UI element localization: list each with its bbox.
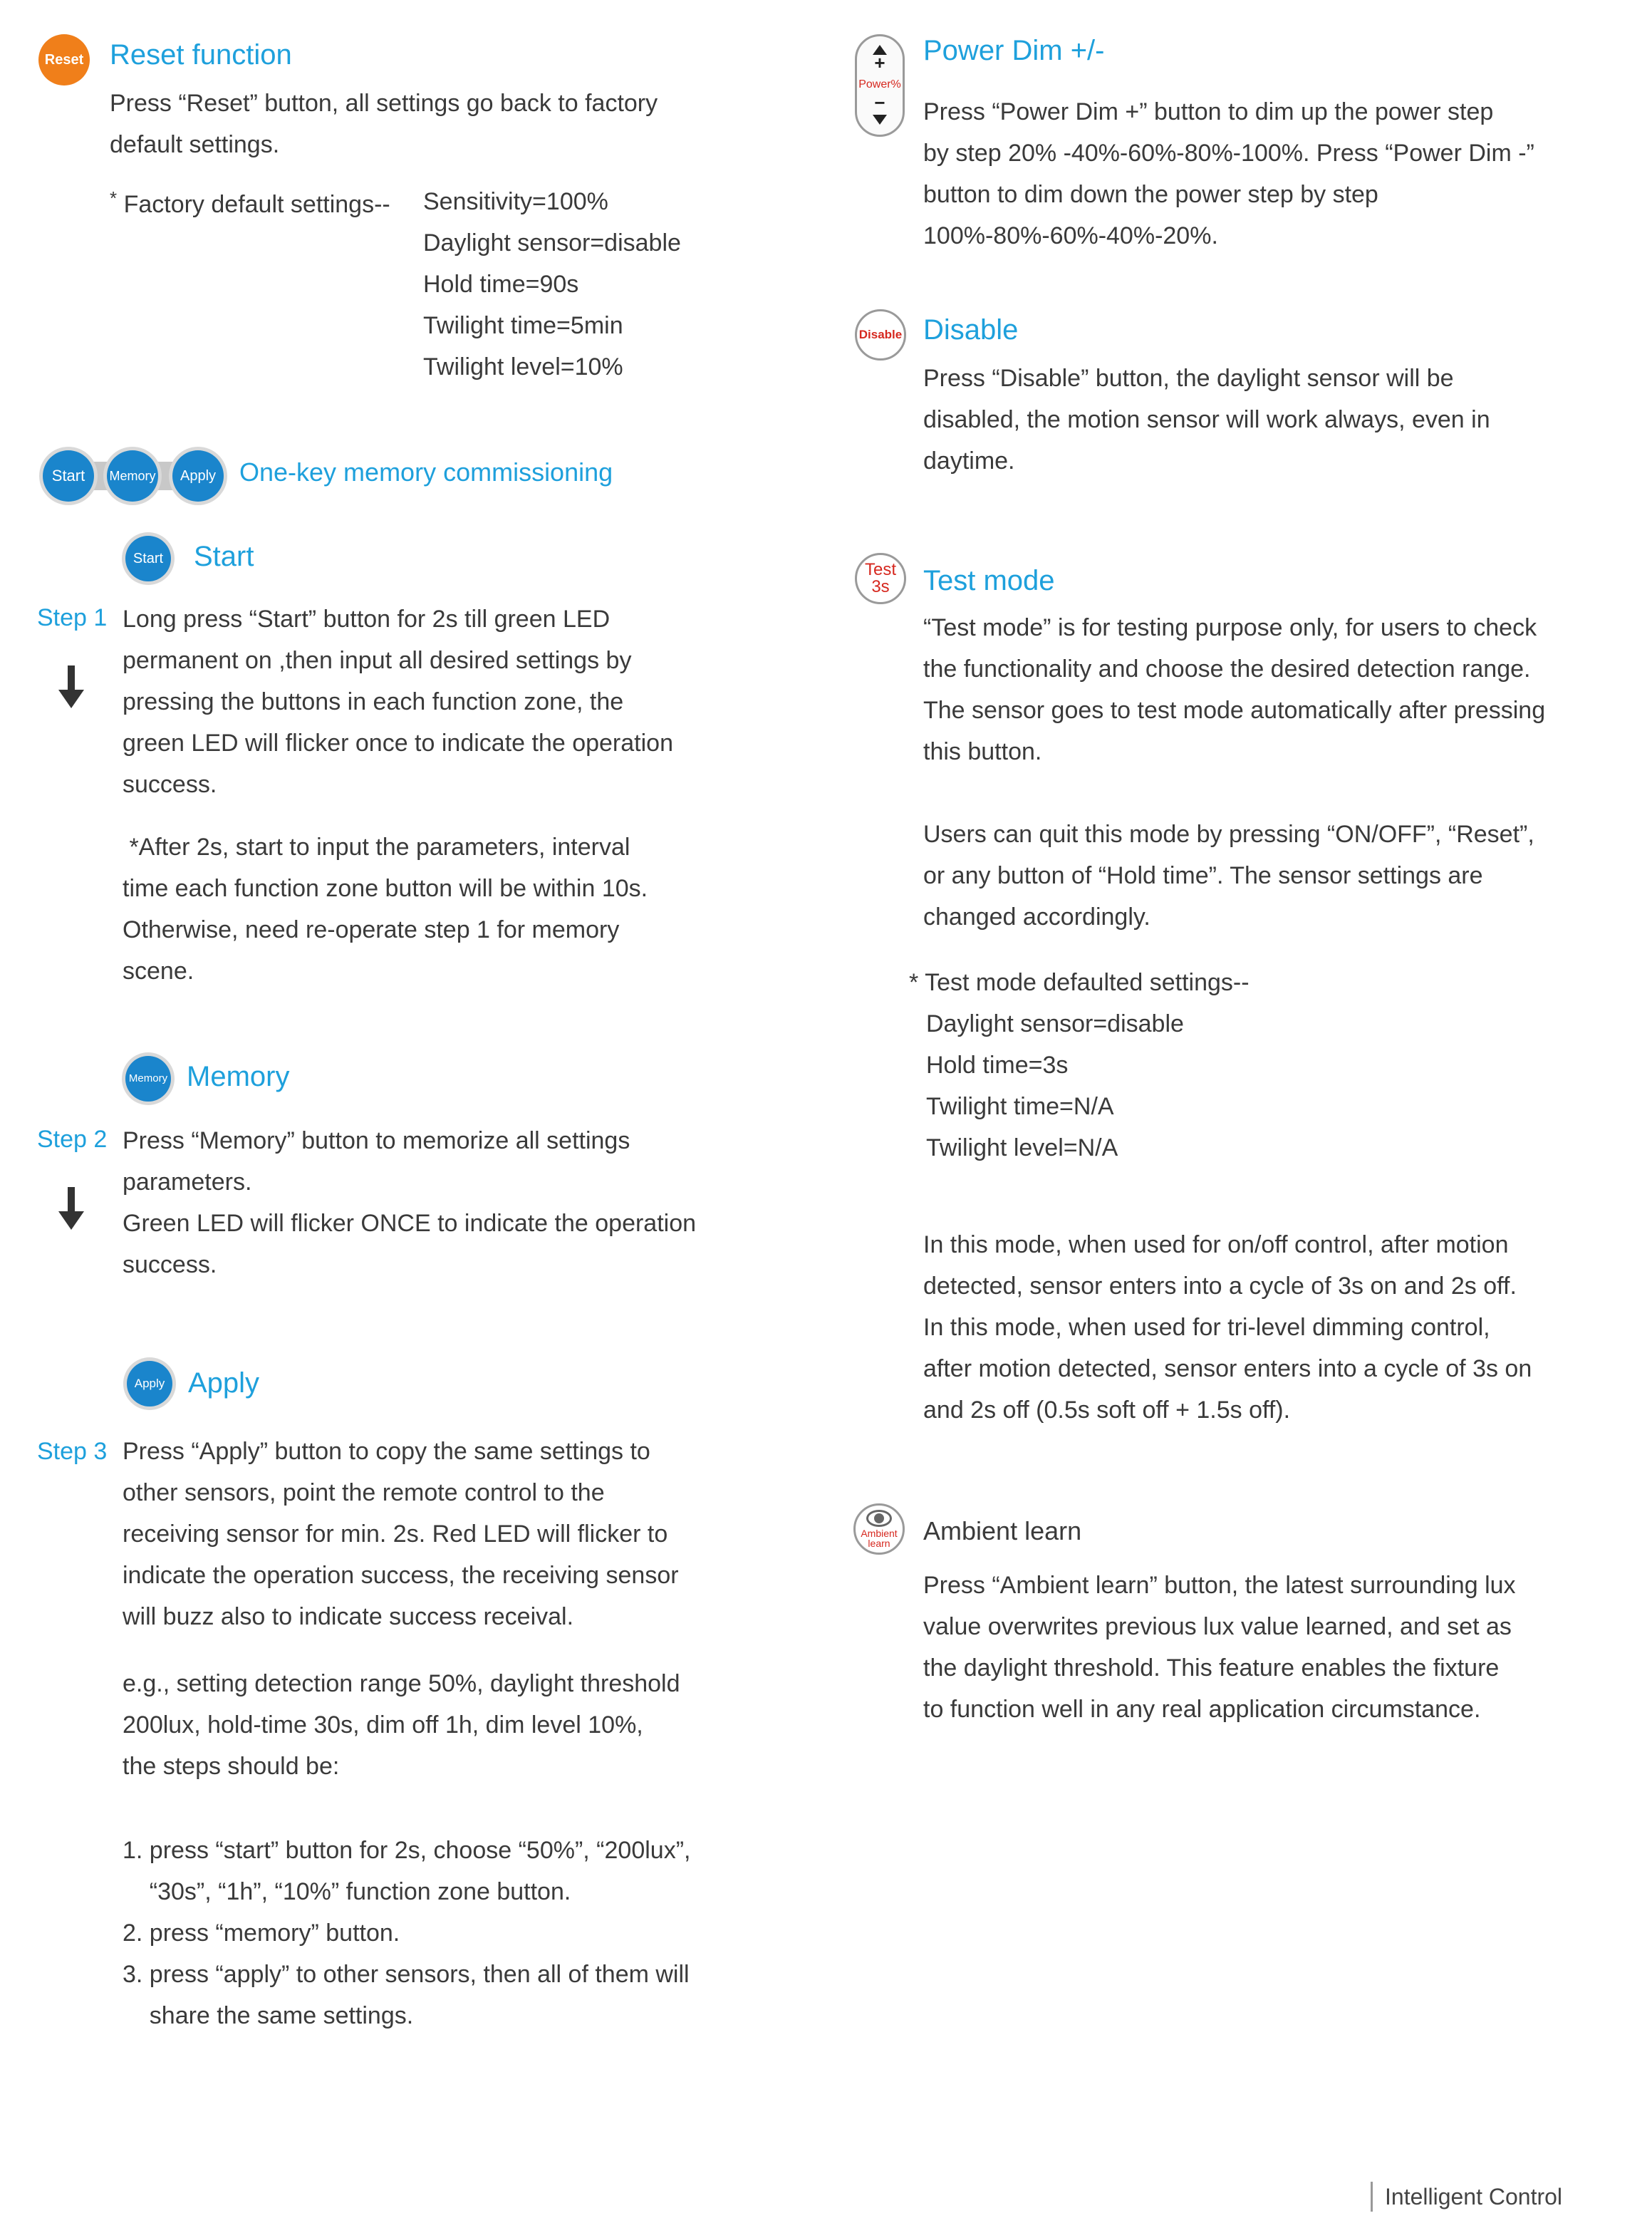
text-line: Twilight time=5min bbox=[423, 312, 623, 339]
reset-defaults-list bbox=[423, 181, 681, 388]
apply-icon bbox=[127, 1361, 172, 1406]
disable-title: Disable bbox=[923, 314, 1019, 346]
text-line: Daylight sensor=disable bbox=[926, 1010, 1184, 1037]
text-line: default settings. bbox=[110, 131, 280, 158]
memory-title: Memory bbox=[187, 1061, 290, 1092]
apply-icon-label: Apply bbox=[134, 1377, 165, 1390]
text-line: Press “Apply” button to copy the same settings to bbox=[123, 1438, 650, 1465]
text-line: Otherwise, need re-operate step 1 for memory bbox=[123, 916, 620, 943]
text-line: the functionality and choose the desired detection range. bbox=[923, 656, 1531, 683]
test-mode-icon-line2: 3s bbox=[871, 577, 890, 596]
reset-defaults-mark: * bbox=[110, 187, 118, 209]
text-line: Press “Power Dim +” button to dim up the power step bbox=[923, 98, 1494, 125]
onekey-memory-icon bbox=[107, 450, 158, 502]
text-line: “30s”, “1h”, “10%” function zone button. bbox=[123, 1878, 571, 1905]
apply-description bbox=[123, 1431, 679, 1637]
text-line: indicate the operation success, the receiving sensor bbox=[123, 1562, 679, 1589]
footer-divider bbox=[1371, 2182, 1373, 2212]
ambient-learn-icon-line2: learn bbox=[868, 1538, 890, 1549]
text-line: Users can quit this mode by pressing “ON/OFF”, “Reset”, bbox=[923, 821, 1534, 848]
text-line: Long press “Start” button for 2s till green LED bbox=[123, 606, 611, 633]
memory-icon bbox=[125, 1056, 171, 1102]
text-line: parameters. bbox=[123, 1169, 252, 1196]
ambient-learn-title: Ambient learn bbox=[923, 1516, 1082, 1545]
test-mode-defaults-list bbox=[926, 1003, 1184, 1169]
disable-icon-label: Disable bbox=[858, 328, 903, 341]
onekey-start-icon bbox=[43, 450, 94, 502]
text-line: other sensors, point the remote control to the bbox=[123, 1479, 605, 1506]
text-line: 100%-80%-60%-40%-20%. bbox=[923, 222, 1218, 249]
text-line: Green LED will flicker ONCE to indicate the operation bbox=[123, 1210, 697, 1237]
memory-description bbox=[123, 1120, 696, 1285]
text-line: changed accordingly. bbox=[923, 903, 1150, 931]
apply-steps-list bbox=[123, 1830, 690, 2036]
text-line: pressing the buttons in each function zone, the bbox=[123, 688, 624, 715]
memory-icon-label: Memory bbox=[128, 1072, 168, 1084]
text-line: success. bbox=[123, 771, 217, 798]
text-line: Twilight level=N/A bbox=[926, 1134, 1118, 1161]
text-line: this button. bbox=[923, 738, 1042, 765]
text-line: Hold time=3s bbox=[926, 1052, 1069, 1079]
test-mode-icon bbox=[855, 553, 906, 604]
onekey-apply-icon bbox=[172, 450, 224, 502]
text-line: In this mode, when used for tri-level dimming control, bbox=[923, 1314, 1490, 1341]
disable-icon bbox=[855, 309, 906, 361]
text-line: Sensitivity=100% bbox=[423, 188, 608, 215]
text-line: or any button of “Hold time”. The sensor settings are bbox=[923, 862, 1483, 889]
apply-example bbox=[123, 1663, 680, 1787]
text-line: *After 2s, start to input the parameters, interval bbox=[123, 834, 630, 861]
text-line: 2. press “memory” button. bbox=[123, 1920, 400, 1947]
reset-defaults-label-text: Factory default settings-- bbox=[123, 191, 390, 218]
text-line: green LED will flicker once to indicate the operation bbox=[123, 730, 673, 757]
test-mode-defaults-label-text: Test mode defaulted settings-- bbox=[925, 969, 1250, 996]
text-line: value overwrites previous lux value learned, and set as bbox=[923, 1613, 1512, 1640]
text-line: permanent on ,then input all desired settings by bbox=[123, 647, 632, 674]
test-mode-defaults-label bbox=[909, 962, 1250, 1003]
reset-icon-label: Reset bbox=[44, 52, 84, 68]
onekey-start-label: Start bbox=[51, 467, 85, 485]
power-dim-icon bbox=[855, 34, 905, 137]
text-line: daytime. bbox=[923, 447, 1015, 475]
power-dim-down-triangle-icon bbox=[873, 115, 887, 125]
text-line: Press “Memory” button to memorize all settings bbox=[123, 1127, 630, 1154]
text-line: Press “Ambient learn” button, the latest surrounding lux bbox=[923, 1572, 1516, 1599]
start-description bbox=[123, 599, 673, 805]
apply-title: Apply bbox=[188, 1367, 260, 1399]
power-dim-description bbox=[923, 91, 1534, 257]
power-dim-plus: + bbox=[874, 52, 885, 73]
text-line: detected, sensor enters into a cycle of 3s on and 2s off. bbox=[923, 1273, 1517, 1300]
start-note bbox=[123, 827, 648, 992]
test-mode-icon-line1: Test bbox=[864, 560, 896, 579]
eye-icon bbox=[866, 1510, 892, 1527]
text-line: scene. bbox=[123, 958, 194, 985]
text-line: the daylight threshold. This feature enables the fixture bbox=[923, 1654, 1500, 1682]
text-line: will buzz also to indicate success receival. bbox=[123, 1603, 574, 1630]
text-line: by step 20% -40%-60%-80%-100%. Press “Power Dim -” bbox=[923, 140, 1534, 167]
test-mode-defaults-mark: * bbox=[909, 969, 919, 996]
step3-label: Step 3 bbox=[37, 1438, 108, 1465]
step2-label: Step 2 bbox=[37, 1126, 108, 1153]
text-line: Twilight time=N/A bbox=[926, 1093, 1114, 1120]
text-line: 3. press “apply” to other sensors, then all of them will bbox=[123, 1961, 690, 1988]
test-mode-description bbox=[923, 607, 1545, 772]
onekey-memory-label: Memory bbox=[109, 469, 156, 483]
text-line: Press “Reset” button, all settings go back to factory bbox=[110, 90, 658, 117]
footer-text: Intelligent Control bbox=[1385, 2184, 1563, 2209]
text-line: disabled, the motion sensor will work always, even in bbox=[923, 406, 1490, 433]
ambient-learn-description bbox=[923, 1565, 1516, 1730]
text-line: In this mode, when used for on/off control, after motion bbox=[923, 1231, 1509, 1258]
power-dim-minus: − bbox=[874, 92, 885, 113]
text-line: to function well in any real application circumstance. bbox=[923, 1696, 1481, 1723]
text-line: button to dim down the power step by step bbox=[923, 181, 1378, 208]
onekey-title: One-key memory commissioning bbox=[239, 457, 613, 487]
test-mode-quit bbox=[923, 814, 1534, 938]
text-line: and 2s off (0.5s soft off + 1.5s off). bbox=[923, 1397, 1291, 1424]
ambient-learn-icon bbox=[853, 1503, 905, 1555]
reset-defaults-label bbox=[110, 184, 390, 225]
text-line: The sensor goes to test mode automatically after pressing bbox=[923, 697, 1546, 724]
text-line: 1. press “start” button for 2s, choose “50%”, “200lux”, bbox=[123, 1837, 691, 1864]
text-line: share the same settings. bbox=[123, 2002, 414, 2029]
reset-description bbox=[110, 83, 658, 165]
start-icon-label: Start bbox=[133, 551, 164, 566]
power-dim-title: Power Dim +/- bbox=[923, 35, 1105, 66]
step1-label: Step 1 bbox=[37, 604, 108, 631]
reset-icon bbox=[38, 34, 90, 86]
start-icon bbox=[125, 536, 171, 581]
text-line: Hold time=90s bbox=[423, 271, 579, 298]
text-line: e.g., setting detection range 50%, daylight threshold bbox=[123, 1670, 680, 1697]
text-line: “Test mode” is for testing purpose only, for users to check bbox=[923, 614, 1537, 641]
text-line: after motion detected, sensor enters into a cycle of 3s on bbox=[923, 1355, 1532, 1382]
ambient-learn-icon-line1: Ambient bbox=[861, 1528, 898, 1539]
text-line: success. bbox=[123, 1251, 217, 1278]
text-line: Press “Disable” button, the daylight sensor will be bbox=[923, 365, 1454, 392]
test-mode-title: Test mode bbox=[923, 565, 1055, 596]
start-title: Start bbox=[194, 541, 254, 572]
power-dim-icon-label: Power% bbox=[858, 78, 901, 90]
reset-title: Reset function bbox=[110, 39, 292, 71]
onekey-apply-label: Apply bbox=[180, 468, 217, 484]
text-line: receiving sensor for min. 2s. Red LED will flicker to bbox=[123, 1521, 668, 1548]
text-line: Twilight level=10% bbox=[423, 353, 623, 380]
text-line: the steps should be: bbox=[123, 1753, 340, 1780]
test-mode-cycle-description bbox=[923, 1224, 1532, 1431]
text-line: 200lux, hold-time 30s, dim off 1h, dim level 10%, bbox=[123, 1711, 643, 1739]
text-line: Daylight sensor=disable bbox=[423, 229, 681, 257]
disable-description bbox=[923, 358, 1490, 482]
text-line: time each function zone button will be within 10s. bbox=[123, 875, 648, 902]
